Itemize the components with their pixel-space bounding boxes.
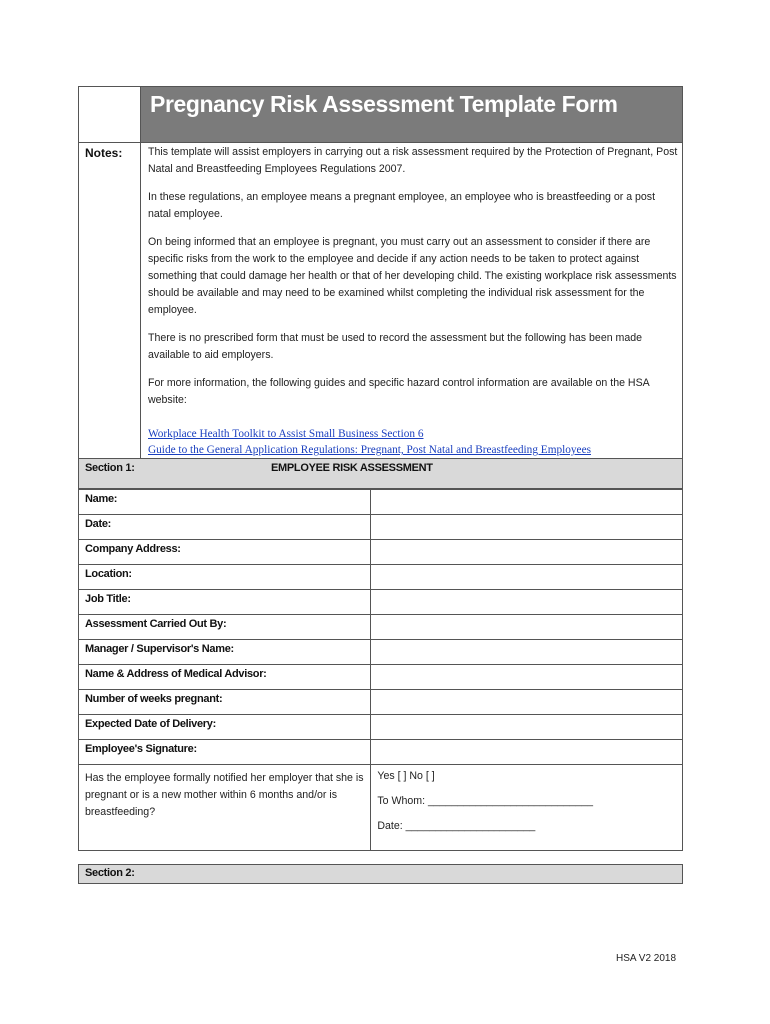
job-title-input-cell[interactable] [371, 590, 683, 615]
notes-paragraph: On being informed that an employee is pregnant, you must carry out an assessment to consider if there are specific risks from the work to the employee and decide if any action needs to be taken to protect against something that could damage her health or that of her developing child. The existing workplace risk assessments should be available and may need to be examined whilst completing the individual risk assessment for the employee. [148, 236, 677, 316]
table-row [79, 690, 683, 715]
table-row [79, 490, 683, 515]
section-1-heading: EMPLOYEE RISK ASSESSMENT [271, 462, 433, 474]
signature-input-cell[interactable] [371, 740, 683, 765]
location-input-cell[interactable] [371, 565, 683, 590]
yes-no-checkboxes[interactable]: Yes [ ] No [ ] [377, 770, 435, 782]
date-input-cell[interactable] [371, 515, 683, 540]
notes-paragraph: There is no prescribed form that must be used to record the assessment but the following has been made available to aid employers. [148, 332, 643, 361]
table-row [79, 540, 683, 565]
to-whom-field[interactable]: To Whom: ____________________________ [377, 795, 593, 807]
name-input-cell[interactable] [371, 490, 683, 515]
field-label-manager: Manager / Supervisor's Name: [79, 640, 371, 665]
field-label-company-address: Company Address: [79, 540, 371, 565]
header-empty-cell [78, 86, 141, 143]
table-row [79, 515, 683, 540]
table-row [79, 565, 683, 590]
company-address-input-cell[interactable] [371, 540, 683, 565]
table-row [79, 765, 683, 851]
section-2-header [78, 864, 683, 884]
delivery-date-input-cell[interactable] [371, 715, 683, 740]
notes-label: Notes: [85, 146, 123, 160]
field-label-date: Date: [79, 515, 371, 540]
version-footer: HSA V2 2018 [616, 953, 677, 964]
table-row [79, 740, 683, 765]
section-1-label: Section 1: [85, 462, 135, 474]
employee-form-table [78, 489, 683, 851]
notes-paragraph: For more information, the following guides and specific hazard control information are available on the HSA website: [148, 377, 650, 406]
links-list [148, 426, 591, 458]
regulations-guide-link[interactable]: Guide to the General Application Regulations: Pregnant, Post Natal and Breastfeeding Employees [148, 444, 591, 456]
field-label-delivery-date: Expected Date of Delivery: [79, 715, 371, 740]
table-row [79, 715, 683, 740]
page-title: Pregnancy Risk Assessment Template Form [150, 91, 618, 117]
field-label-name: Name: [79, 490, 371, 515]
notification-question: Has the employee formally notified her employer that she is pregnant or is a new mother within 6 months and/or is breastfeeding? [79, 765, 371, 851]
notes-paragraph: In these regulations, an employee means a pregnant employee, an employee who is breastfeeding or a post natal employee. [148, 191, 656, 220]
table-row [79, 590, 683, 615]
field-label-assessment-by: Assessment Carried Out By: [79, 615, 371, 640]
notes-body [148, 144, 678, 420]
field-label-weeks-pregnant: Number of weeks pregnant: [79, 690, 371, 715]
manager-input-cell[interactable] [371, 640, 683, 665]
notes-label-cell [78, 142, 141, 459]
assessment-by-input-cell[interactable] [371, 615, 683, 640]
medical-advisor-input-cell[interactable] [371, 665, 683, 690]
notification-date-field[interactable]: Date: ______________________ [377, 820, 536, 832]
toolkit-link[interactable]: Workplace Health Toolkit to Assist Small Business Section 6 [148, 428, 424, 440]
table-row [79, 640, 683, 665]
table-row [79, 615, 683, 640]
field-label-job-title: Job Title: [79, 590, 371, 615]
table-row [79, 665, 683, 690]
section-2-label: Section 2: [85, 867, 135, 879]
field-label-location: Location: [79, 565, 371, 590]
notes-paragraph: This template will assist employers in carrying out a risk assessment required by the Protection of Pregnant, Post Natal and Breastfeeding Employees Regulations 2007. [148, 146, 678, 175]
field-label-signature: Employee's Signature: [79, 740, 371, 765]
field-label-medical-advisor: Name & Address of Medical Advisor: [79, 665, 371, 690]
notification-answer-cell [371, 765, 683, 851]
weeks-pregnant-input-cell[interactable] [371, 690, 683, 715]
